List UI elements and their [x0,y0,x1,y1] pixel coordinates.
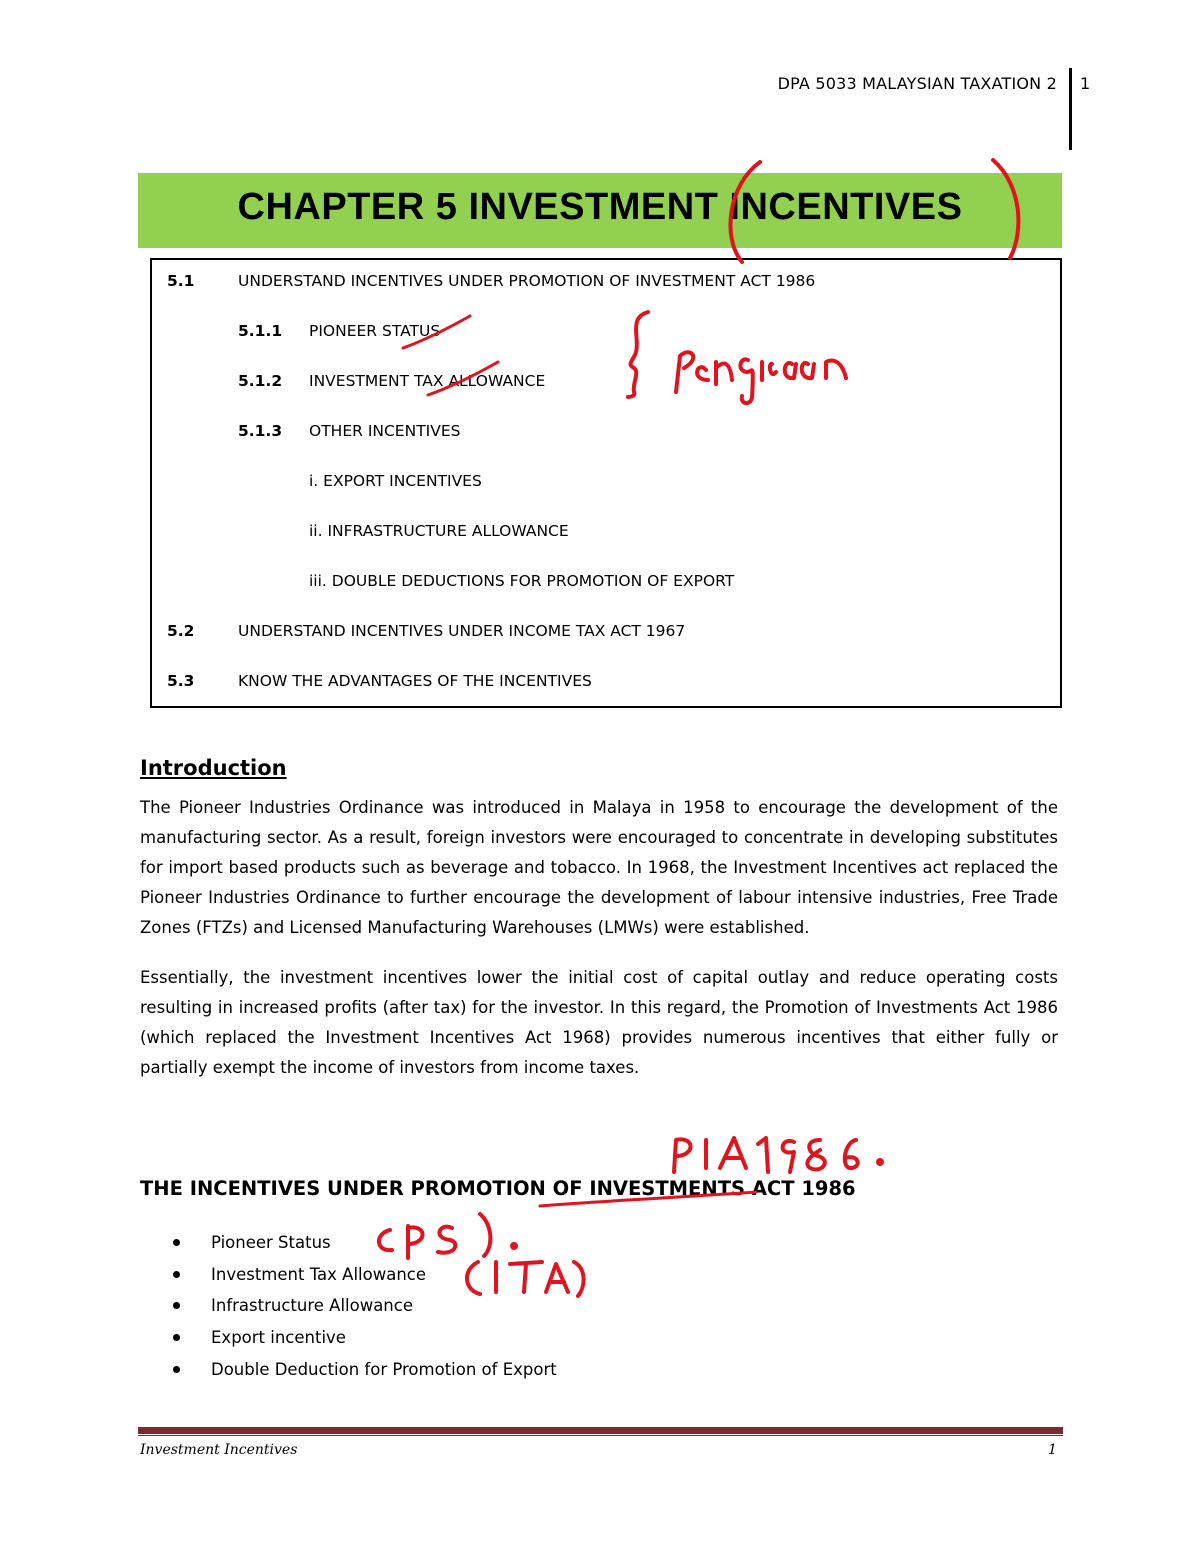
outline-number: 5.1.2 [238,372,283,390]
outline-number: 5.1.3 [238,422,283,440]
list-item: Export incentive [170,1323,557,1355]
chapter-title: CHAPTER 5 INVESTMENT INCENTIVES [237,186,963,228]
outline-label: UNDERSTAND INCENTIVES UNDER PROMOTION OF INVESTMENT ACT 1986 [238,272,816,290]
introduction-heading: Introduction [140,756,287,780]
header-divider [1069,68,1072,150]
outline-label: KNOW THE ADVANTAGES OF THE INCENTIVES [238,672,592,690]
outline-number: 5.2 [167,622,195,640]
list-item: Investment Tax Allowance [170,1260,557,1292]
outline-label: UNDERSTAND INCENTIVES UNDER INCOME TAX ACT 1967 [238,622,686,640]
footer-rule [138,1427,1063,1434]
list-item: Infrastructure Allowance [170,1291,557,1323]
outline-subitem: iii. DOUBLE DEDUCTIONS FOR PROMOTION OF EXPORT [309,572,735,590]
running-header: DPA 5033 MALAYSIAN TAXATION 2 [777,74,1057,93]
intro-paragraph-1: The Pioneer Industries Ordinance was introduced in Malaya in 1958 to encourage the development of the manufacturing sector. As a result, foreign investors were encouraged to concentrate in developing substitutes for import based products such as beverage and tobacco. In 1968, the Investment Incentives act replaced the Pioneer Industries Ordinance to further encourage the development of labour intensive industries, Free Trade Zones (FTZs) and Licensed Manufacturing Warehouses (LMWs) were established. [140,798,1058,937]
incentives-list [170,1228,557,1386]
outline-number: 5.1.1 [238,322,283,340]
intro-paragraph-2: Essentially, the investment incentives lower the initial cost of capital outlay and reduce operating costs resulting in increased profits (after tax) for the investor. In this regard, the Promotion of Investments Act 1986 (which replaced the Investment Incentives Act 1968) provides numerous incentives that either fully or partially exempt the income of investors from income taxes. [140,968,1058,1077]
outline-subitem: ii. INFRASTRUCTURE ALLOWANCE [309,522,569,540]
outline-label: INVESTMENT TAX ALLOWANCE [309,372,546,390]
outline-number: 5.1 [167,272,195,290]
outline-label: PIONEER STATUS [309,322,441,340]
chapter-banner [138,173,1062,248]
footer-rule-thin [138,1435,1063,1436]
annotation-pia [674,1138,858,1172]
footer-title: Investment Incentives [140,1442,298,1458]
footer-page-number: 1 [1048,1442,1057,1458]
list-item: Double Deduction for Promotion of Export [170,1355,557,1387]
outline-subitem: i. EXPORT INCENTIVES [309,472,482,490]
header-page-number: 1 [1080,74,1091,93]
outline-label: OTHER INCENTIVES [309,422,461,440]
chapter-outline-box [150,258,1062,708]
incentives-heading: THE INCENTIVES UNDER PROMOTION OF INVESTMENTS ACT 1986 [140,1177,856,1200]
outline-number: 5.3 [167,672,195,690]
list-item: Pioneer Status [170,1228,557,1260]
